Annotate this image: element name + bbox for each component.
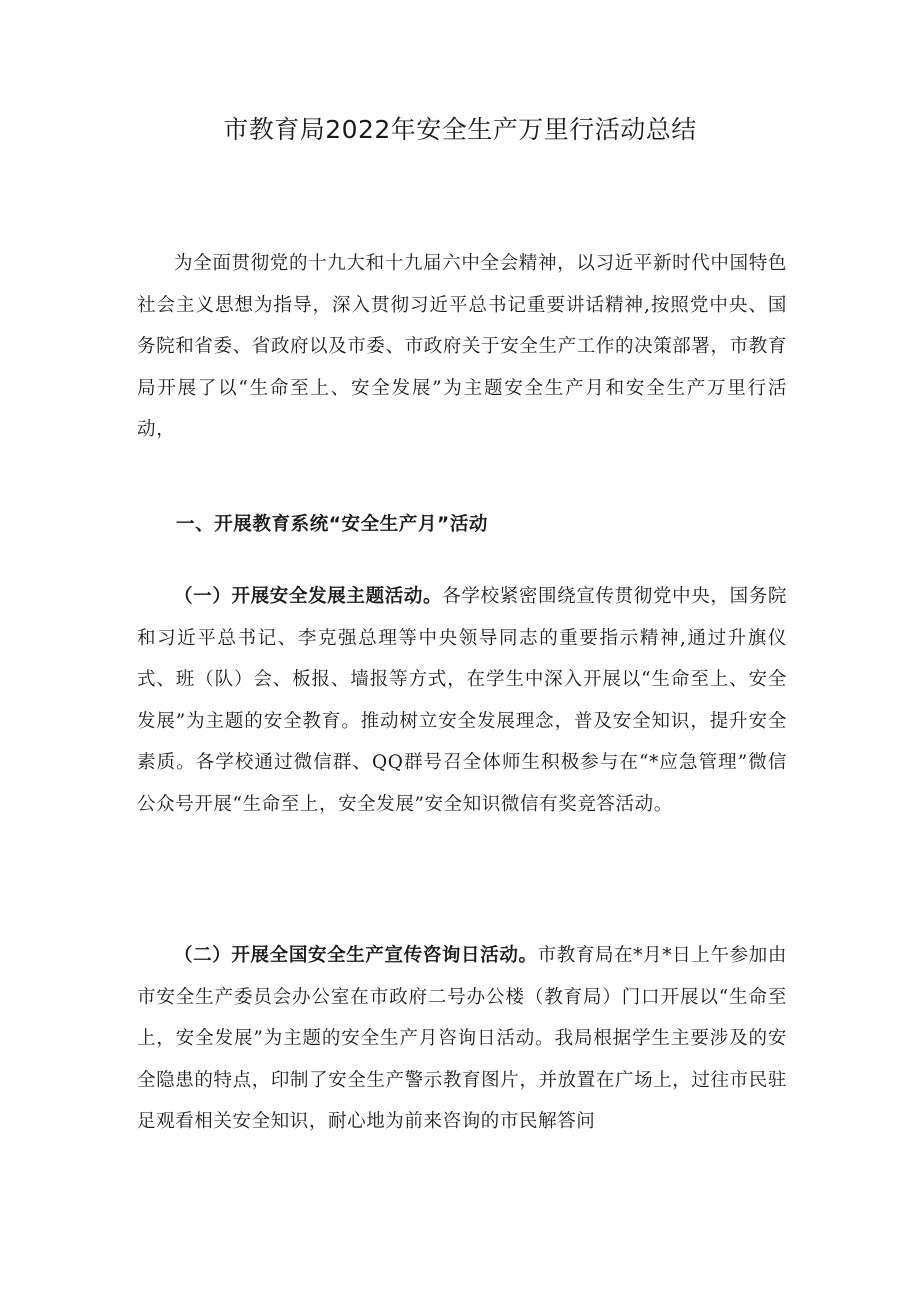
item-1-body: 各学校紧密围绕宣传贯彻党中央，国务院和习近平总书记、李克强总理等中央领导同志的重要指示精神,通过升旗仪式、班（队）会、板报、墙报等方式，在学生中深入开展以“生命至上、安全发展”为主题的安全教育。推动树立安全发展理念，普及安全知识，提升安全素质。各学校通过微信群、QQ群号召全体师生积极参与在“*应急管理”微信公众号开展“生命至上，安全发展”安全知识微信有奖竞答活动。 — [137, 586, 787, 815]
intro-paragraph: 为全面贯彻党的十九大和十九届六中全会精神，以习近平新时代中国特色社会主义思想为指导，深入贯彻习近平总书记重要讲话精神,按照党中央、国务院和省委、省政府以及市委、市政府关于安全生产工作的决策部署，市教育局开展了以“生命至上、安全发展”为主题安全生产月和安全生产万里行活动， — [137, 253, 787, 440]
item-2-body: 市教育局在*月*日上午参加由市安全生产委员会办公室在市政府二号办公楼（教育局）门口开展以“生命至上，安全发展”为主题的安全生产月咨询日活动。我局根据学生主要涉及的安全隐患的特点，印制了安全生产警示教育图片，并放置在广场上，过往市民驻足观看相关安全知识，耐心地为前来咨询的市民解答问 — [137, 945, 787, 1132]
document-title: 市教育局2022年安全生产万里行活动总结 — [223, 115, 697, 144]
section-heading-1: 一、开展教育系统“安全生产月”活动 — [176, 514, 489, 535]
item-1-paragraph — [137, 576, 787, 825]
item-2-lead: （二）开展全国安全生产宣传咨询日活动。 — [174, 945, 538, 966]
item-1-lead: （一）开展安全发展主题活动。 — [174, 586, 443, 607]
item-2-paragraph — [137, 935, 787, 1143]
